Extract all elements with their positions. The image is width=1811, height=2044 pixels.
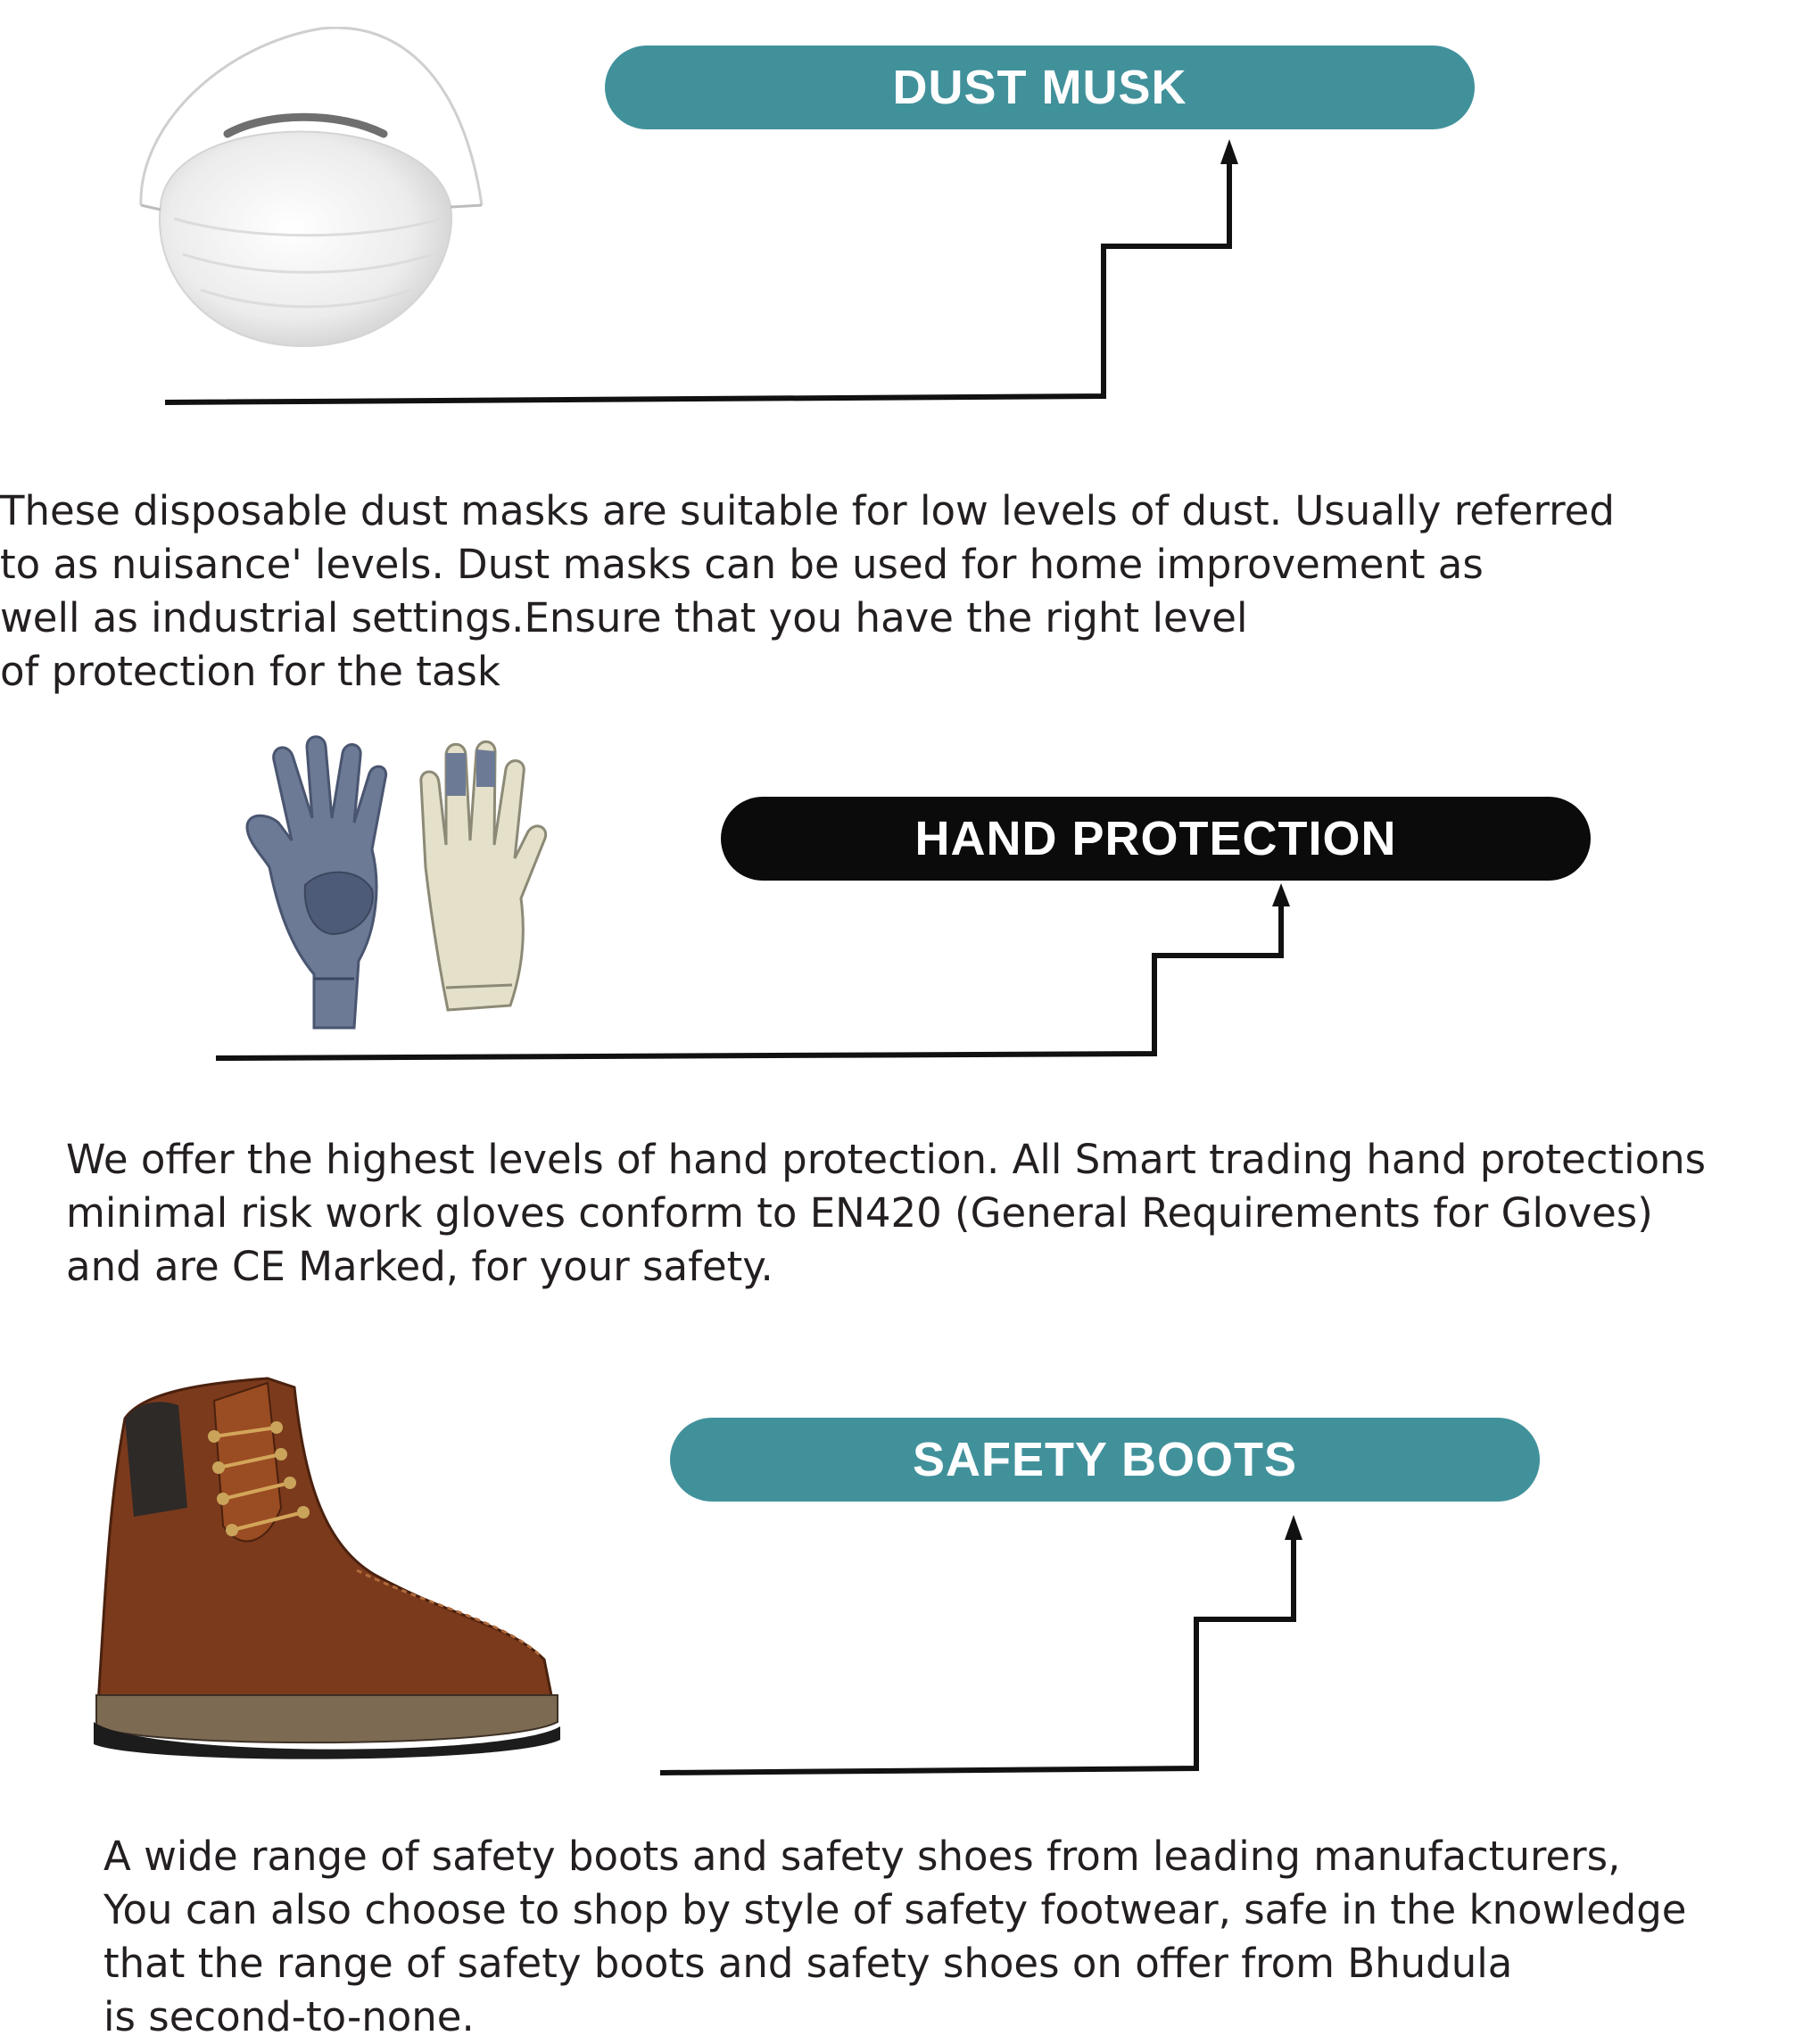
- description-line: of protection for the task: [0, 648, 500, 695]
- description-line: These disposable dust masks are suitable for low levels of dust. Usually referred: [0, 487, 1615, 534]
- description-line: We offer the highest levels of hand protection. All Smart trading hand protections: [66, 1136, 1707, 1183]
- safety-boots-description: [103, 1830, 1686, 2044]
- safety-boots-title: SAFETY BOOTS: [670, 1418, 1540, 1502]
- description-line: minimal risk work gloves conform to EN420 (General Requirements for Gloves): [66, 1189, 1653, 1237]
- hand-protection-title: HAND PROTECTION: [721, 797, 1591, 881]
- description-line: to as nuisance' levels. Dust masks can be used for home improvement as: [0, 541, 1484, 588]
- description-line: is second-to-none.: [103, 1993, 475, 2040]
- dust-musk-title: DUST MUSK: [605, 46, 1475, 129]
- description-line: well as industrial settings.Ensure that you have the right level: [0, 594, 1248, 641]
- description-line: and are CE Marked, for your safety.: [66, 1243, 773, 1290]
- description-line: A wide range of safety boots and safety shoes from leading manufacturers,: [103, 1833, 1621, 1880]
- description-line: You can also choose to shop by style of safety footwear, safe in the knowledge: [103, 1886, 1687, 1933]
- description-line: that the range of safety boots and safety shoes on offer from Bhudula: [103, 1940, 1513, 1987]
